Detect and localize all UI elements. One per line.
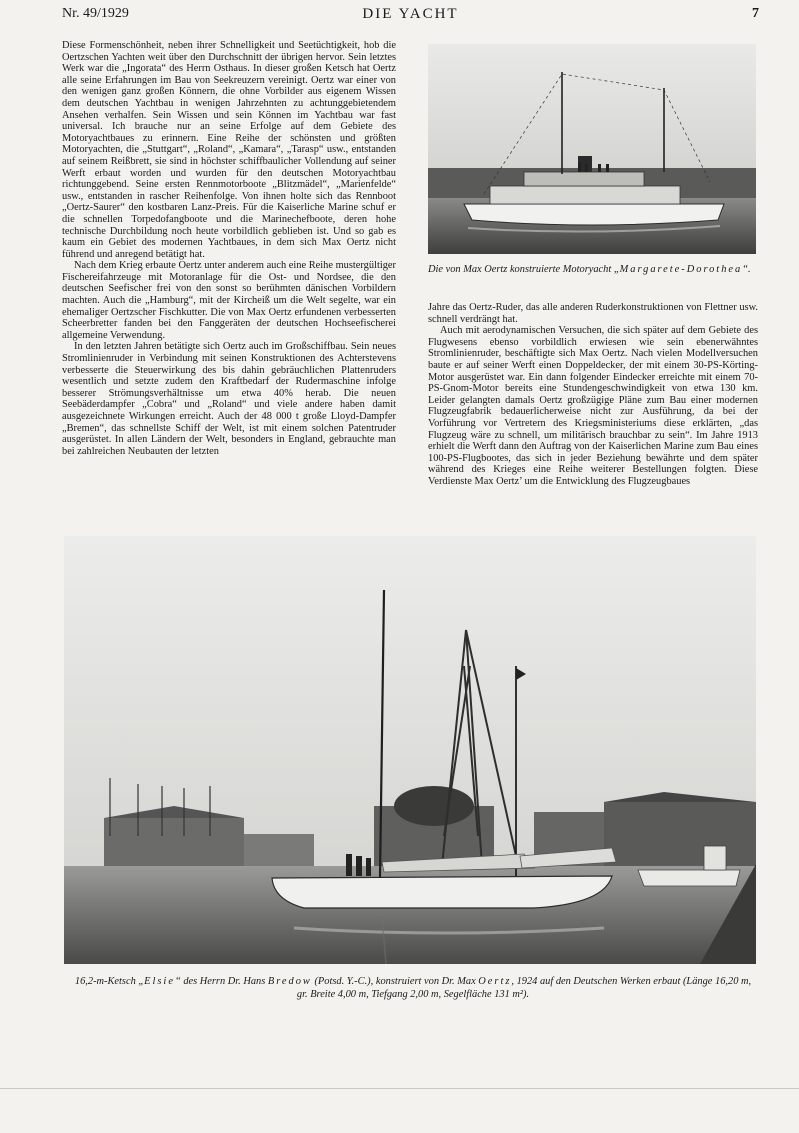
main-photo-caption	[74, 976, 752, 1001]
left-text-column	[62, 40, 396, 510]
right-text-column	[428, 302, 758, 512]
caption-text: “ des Herrn Dr. Hans	[174, 976, 268, 987]
yacht-name: Elsie	[144, 976, 175, 987]
caption-text: Die von Max Oertz konstruierte Motoryacht „	[428, 264, 620, 275]
paragraph: Jahre das Oertz-Ruder, das alle anderen Ruderkonstruktionen von Flettner usw. schnell verdrängt hat.	[428, 302, 758, 325]
page-header	[62, 6, 759, 28]
paragraph: Auch mit aerodynamischen Versuchen, die sich später auf dem Gebiete des Flugwesens ebenso vorbildlich erwiesen wie sein ebenerwähntes Stromlinienruder, beschäftigte sich Max Oertz. Nach vielen Modellversuchen baute er auf seiner Werft einen Doppeldecker, der mit einem 30-PS-Körting-Motor ausgerüstet war. Ein dann folgender Eindecker erreichte mit einem 70-PS-Gnom-Motor bereits eine Stundengeschwindigkeit von etwa 130 km. Leider gelangten damals Oertz großzügige Pläne zum Bau einer modernen Flugzeugfabrik bedauerlicherweise nicht zur Ausführung, da bei der Vorführung vor Vertretern des Kriegsministeriums diese erklärten, „das Flugzeug wäre zu schnell, um militärisch brauchbar zu sein“. Im Jahre 1913 erhielt die Werft dann den Auftrag von der Kaiserlichen Marine zum Bau eines 100-PS-Flugbootes, das sich in jeder Beziehung bewährte und dem später während des Krieges eine Reihe weiterer Bestellungen folgten. Diese Verdienste Max Oertz’ um die Entwicklung des Flugzeugbaues	[428, 325, 758, 487]
caption-text: (Potsd. Y.-C.), konstruiert von Dr. Max	[311, 976, 479, 987]
yacht-name: Margarete-Dorothea	[619, 264, 743, 275]
paragraph: Diese Formenschönheit, neben ihrer Schnelligkeit und Seetüchtigkeit, hob die Oertzschen Yachten weit über den Durchschnitt der übrigen hervor. Sein letztes Werk war die „Ingorata“ des Herrn Osthaus. In dieser großen Ketsch hat Oertz alle seine Erfahrungen im Bau von Seekreuzern vereinigt. Oertz war einer von den wenigen ganz großen Könnern, die ohne Vorbilder aus eigenem Wissen dem deutschen Yachtbau in wenigen Jahrzehnten zu achtunggebietendem Ansehen verhalfen. Sein Wissen und sein Können im Yachtbau war fast universal. Ich brauche nur an seine Erfolge auf dem Gebiete des Motoryachtbaues zu erinnern. Eine Reihe der schönsten und größten Motoryachten, die „Stuttgart“, „Roland“, „Kamara“, „Tarasp“ usw., entstanden auf seinem Reißbrett, sie sind in höchster schiffbaulicher Vollendung auf seiner Werft erbaut worden und wurden für den deutschen Motoryachtbau richtunggebend. Seine ersten Rennmotorboote „Blitzmädel“, „Marienfelde“ usw., entstanden in rascher Reihenfolge. Von ihnen holte sich das Rennboot „Oertz-Saurer“ den kostbaren Lanz-Preis. Für die Kaiserliche Marine schuf er die schnellen Torpedofangboote und die Marinechefboote, deren hohe technische Durchbildung noch heute vorbildlich geblieben ist. Und so gab es kaum ein Gebiet des modernen Yachtbaues, in dem sich Max Oertz nicht führend und anregend betätigt hat.	[62, 40, 396, 260]
issue-number: Nr. 49/1929	[62, 6, 129, 21]
page-edge-divider	[0, 1088, 799, 1089]
paragraph: In den letzten Jahren betätigte sich Oertz auch im Großschiffbau. Sein neues Stromlinienruder in Verbindung mit seinen Konstruktionen des Achterstevens verbesserte die Steuerwirkung des bis dahin gebräuchlichen Plattenruders wesentlich und setzte zudem den Kraftbedarf der Rudermaschine infolge besserer Strömungsverhältnisse um etwa 40% herab. Die neuen Seebäderdampfer „Cobra“ und „Roland“ und viele andere haben damit ausgezeichnete Wirkungen erreicht. Auch der 48 000 t große Lloyd-Dampfer „Bremen“, das schnellste Schiff der Welt, ist mit einem solchen Patentruder ausgerüstet. In allen Ländern der Welt, besonders in England, gebrauchte man bei zahlreichen Neubauten der letzten	[62, 341, 396, 457]
caption-text: 16,2-m-Ketsch „	[74, 976, 145, 987]
owner-name: Bredow	[267, 976, 312, 987]
motor-yacht-photo	[428, 44, 756, 254]
ketch-elsie-photo	[64, 536, 756, 964]
page-number: 7	[752, 6, 759, 21]
magazine-title: DIE YACHT	[362, 6, 459, 22]
top-photo-caption	[428, 264, 758, 277]
caption-text: “.	[742, 264, 751, 275]
paragraph: Nach dem Krieg erbaute Oertz unter anderem auch eine Reihe mustergültiger Fischereifahrzeuge mit Motoranlage für die Ost- und Nordsee, die den deutschen Seefischer frei von den sonst so berühmten dänischen Vorbildern machten. Auch die „Hamburg“, mit der Kircheiß um die Welt segelte, war ein ehemaliger Oertzscher Fischkutter. Die von Max Oertz erfundenen verbesserten Scheerbretter fanden bei den Fanggeräten der deutschen Hochseefischerei allgemeine Verwendung.	[62, 260, 396, 341]
caption-text: , 1924 auf den Deutschen Werken erbaut (Länge 16,20 m, gr. Breite 4,00 m, Tiefgang 2,00 m, Segelfläche 131 m²).	[296, 976, 752, 1000]
designer-name: Oertz	[478, 976, 512, 987]
